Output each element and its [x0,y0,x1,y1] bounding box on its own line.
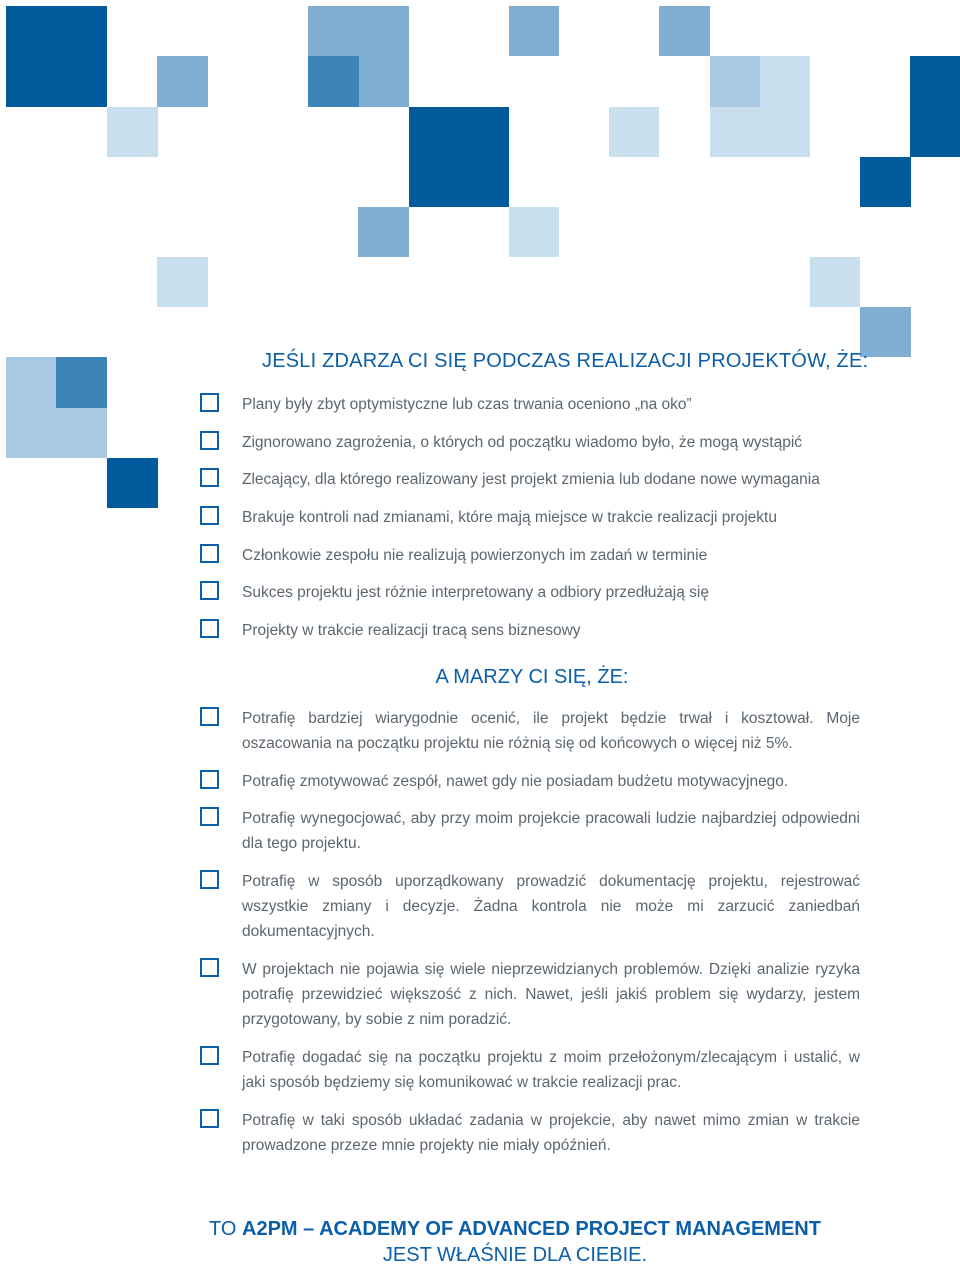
checklist-item-text: Członkowie zespołu nie realizują powierzonych im zadań w terminie [242,547,708,564]
section1-heading: JEŚLI ZDARZA CI SIĘ PODCZAS REALIZACJI PROJEKTÓW, ŻE: [262,350,869,372]
checklist-item-text: Potrafię bardziej wiarygodnie ocenić, ile projekt będzie trwał i kosztował. Moje oszacowania na początku projektu nie różnią się od końcowych o więcej niż 5%. [242,710,860,752]
deco-square [157,56,208,107]
deco-square [509,6,559,56]
checklist-item-text: Sukces projektu jest różnie interpretowany a odbiory przedłużają się [242,584,709,601]
deco-square [157,257,208,307]
checklist-item-text: Plany były zbyt optymistyczne lub czas trwania oceniono „na oko” [242,396,692,413]
checkbox[interactable] [200,958,219,977]
footer-tagline [0,1216,960,1268]
deco-square [56,357,107,408]
checklist-item-text: Brakuje kontroli nad zmianami, które mają miejsce w trakcie realizacji projektu [242,509,777,526]
checklist-item-text: Zignorowano zagrożenia, o których od początku wiadomo było, że mogą wystąpić [242,434,803,451]
checklist-item-text: W projektach nie pojawia się wiele nieprzewidzianych problemów. Dzięki analizie ryzyka potrafię przewidzieć większość z nich. Nawet, jeśli jakiś problem się wydarzy, jestem przygotowany, by sobie z nim poradzić. [242,961,860,1028]
checklist-item-text: Potrafię w sposób uporządkowany prowadzić dokumentację projektu, rejestrować wszystkie zmiany i decyzje. Żadna kontrola nie może mi zarzucić zaniedbań dokumentacyjnych. [242,873,860,940]
checkbox[interactable] [200,807,219,826]
checklist-item-text: Zlecający, dla którego realizowany jest projekt zmienia lub dodane nowe wymagania [242,471,820,488]
checklist-item-text: Potrafię wynegocjować, aby przy moim projekcie pracowali ludzie najbardziej odpowiedni dla tego projektu. [242,810,860,852]
section2-heading: A MARZY CI SIĘ, ŻE: [435,666,629,688]
deco-square [860,157,911,207]
footer-line1 [0,1216,960,1242]
checkbox[interactable] [200,770,219,789]
checkbox[interactable] [200,506,219,525]
deco-square [609,107,659,157]
checkbox[interactable] [200,1046,219,1065]
checkbox[interactable] [200,431,219,450]
footer-line2: JEST WŁAŚNIE DLA CIEBIE. [382,1244,648,1266]
deco-square [710,56,760,107]
footer-brand: A2PM – ACADEMY OF ADVANCED PROJECT MANAGEMENT [242,1218,821,1240]
checklist-item-text: Potrafię zmotywować zespół, nawet gdy nie posiadam budżetu motywacyjnego. [242,773,789,790]
checkbox[interactable] [200,544,219,563]
checkbox[interactable] [200,619,219,638]
deco-square [358,207,409,257]
footer-prefix: TO [209,1218,237,1240]
checkbox[interactable] [200,870,219,889]
deco-square [308,56,359,107]
deco-square [810,257,860,307]
checkbox[interactable] [200,707,219,726]
deco-square [107,458,158,508]
checklist-item-text: Projekty w trakcie realizacji tracą sens biznesowy [242,622,581,639]
checkbox[interactable] [200,468,219,487]
checklist-item-text: Potrafię w taki sposób układać zadania w projekcie, aby nawet mimo zmian w trakcie prowadzone przeze mnie projekty nie miały opóźnień. [242,1112,860,1154]
deco-square [6,6,107,107]
deco-square [910,56,960,157]
checkbox[interactable] [200,1109,219,1128]
checklist-item-text: Potrafię dogadać się na początku projektu z moim przełożonym/zlecającym i ustalić, w jaki sposób będziemy się komunikować w trakcie realizacji prac. [242,1049,860,1091]
checkbox[interactable] [200,393,219,412]
checkbox[interactable] [200,581,219,600]
deco-square [509,207,559,257]
deco-square [409,107,509,207]
deco-square [107,107,158,157]
deco-square [659,6,710,56]
